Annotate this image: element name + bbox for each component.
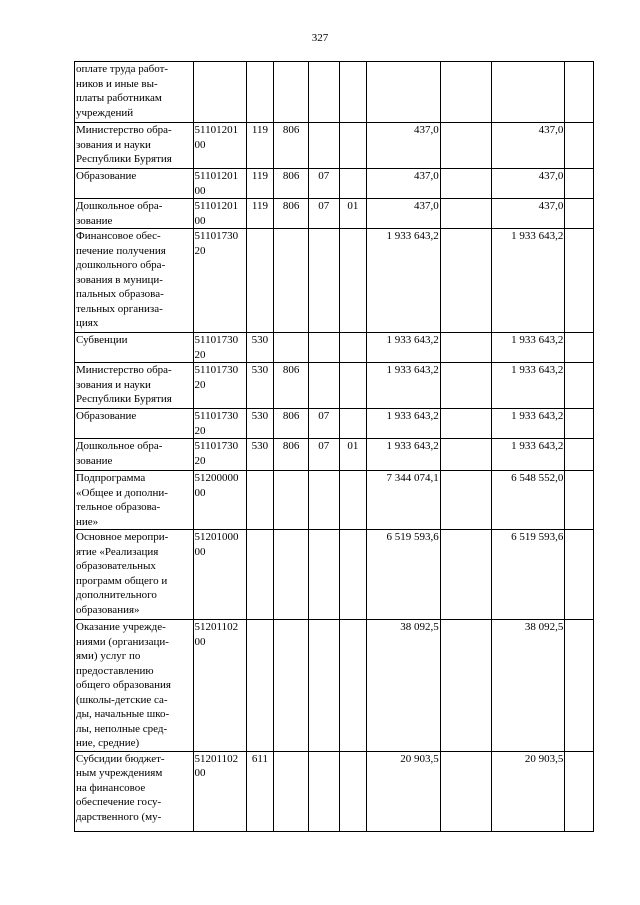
- cell-amount-2: [491, 62, 565, 123]
- cell-amount-1-text: 1 933 643,2: [386, 364, 439, 376]
- cell-admin-code: [274, 530, 309, 620]
- cell-name: [75, 62, 194, 123]
- cell-admin-code-text: 806: [282, 170, 300, 182]
- cell-empty: [565, 409, 594, 439]
- cell-target-code-text: 51101730 20: [194, 334, 239, 361]
- cell-name-text: Оказание учрежде- ниями (организаци- ями) услуг по предоставлению общего образования (школы-детские са- ды, начальные шко- лы, неполные сред- ние, средние): [76, 621, 171, 749]
- cell-amount-2: [491, 169, 565, 199]
- cell-name-text: Подпрограмма «Общее и дополни- тельное образова- ние»: [76, 472, 168, 528]
- cell-amount-1-text: 20 903,5: [400, 752, 439, 765]
- cell-section: [308, 169, 339, 199]
- cell-empty: [440, 471, 491, 530]
- cell-admin-code: [274, 169, 309, 199]
- cell-name: [75, 620, 194, 752]
- table-row: [75, 530, 594, 620]
- cell-empty: [440, 363, 491, 409]
- cell-target-code-text: 51201102 00: [194, 621, 239, 648]
- cell-name-text: Дошкольное обра- зование: [76, 200, 163, 227]
- cell-amount-2: [491, 333, 565, 363]
- cell-empty: [565, 751, 594, 831]
- cell-amount-1-text: 1 933 643,2: [386, 440, 439, 452]
- cell-amount-2-text: 1 933 643,2: [511, 440, 564, 452]
- cell-target-code-text: 51101201 00: [194, 200, 239, 227]
- cell-target-code: [193, 751, 246, 831]
- cell-empty: [565, 333, 594, 363]
- cell-section-text: 07: [318, 200, 330, 212]
- cell-target-code-text: 51101730 20: [194, 410, 239, 437]
- cell-admin-code: [274, 199, 309, 229]
- cell-subsection: [339, 363, 367, 409]
- cell-target-code: [193, 169, 246, 199]
- cell-amount-1: [367, 199, 441, 229]
- page-number: 327: [311, 32, 329, 44]
- cell-expense-type: [246, 471, 274, 530]
- cell-target-code: [193, 471, 246, 530]
- cell-empty: [440, 199, 491, 229]
- cell-subsection-text: 01: [347, 440, 359, 452]
- cell-section: [308, 363, 339, 409]
- cell-admin-code: [274, 123, 309, 169]
- cell-name-text: Министерство обра- зования и науки Республики Бурятия: [76, 124, 172, 165]
- cell-amount-2-text: 1 933 643,2: [511, 364, 564, 376]
- cell-expense-type: [246, 363, 274, 409]
- cell-amount-1: [367, 333, 441, 363]
- cell-target-code-text: 51101730 20: [194, 440, 239, 467]
- cell-subsection: [339, 751, 367, 831]
- cell-admin-code: [274, 333, 309, 363]
- cell-name-text: Субвенции: [76, 334, 128, 346]
- cell-empty: [440, 409, 491, 439]
- cell-empty: [440, 123, 491, 169]
- cell-subsection: [339, 333, 367, 363]
- cell-amount-2-text: 1 933 643,2: [511, 410, 564, 422]
- cell-amount-1-text: 1 933 643,2: [386, 230, 439, 242]
- cell-expense-type-text: 530: [251, 410, 269, 422]
- cell-target-code: [193, 363, 246, 409]
- cell-empty: [565, 363, 594, 409]
- cell-subsection: [339, 199, 367, 229]
- cell-subsection: [339, 409, 367, 439]
- cell-empty: [565, 439, 594, 471]
- cell-amount-2: [491, 363, 565, 409]
- cell-name: [75, 123, 194, 169]
- cell-expense-type: [246, 530, 274, 620]
- cell-empty: [565, 62, 594, 123]
- cell-amount-2-text: 6 548 552,0: [511, 472, 564, 484]
- table-row: [75, 199, 594, 229]
- cell-name: [75, 751, 194, 831]
- cell-amount-2-text: 20 903,5: [524, 752, 564, 765]
- cell-name: [75, 439, 194, 471]
- cell-target-code: [193, 409, 246, 439]
- table-row: [75, 62, 594, 123]
- cell-expense-type: [246, 620, 274, 752]
- cell-admin-code-text: 806: [282, 364, 300, 376]
- cell-amount-2-text: 437,0: [538, 200, 564, 212]
- cell-expense-type-text: 119: [251, 170, 268, 182]
- cell-name-text: Образование: [76, 170, 137, 182]
- cell-section: [308, 751, 339, 831]
- cell-admin-code: [274, 471, 309, 530]
- cell-empty: [565, 620, 594, 752]
- cell-target-code: [193, 620, 246, 752]
- cell-section: [308, 530, 339, 620]
- cell-section-text: 07: [318, 410, 330, 422]
- cell-section: [308, 409, 339, 439]
- cell-name-text: Основное меропри- ятие «Реализация образовательных программ общего и дополнительного образования»: [76, 531, 169, 616]
- cell-empty: [565, 471, 594, 530]
- cell-empty: [565, 199, 594, 229]
- cell-name-text: Субсидии бюджет- ным учреждениям на финансовое обеспечение госу- дарственного (му-: [76, 752, 165, 823]
- cell-section-text: 07: [318, 170, 330, 182]
- cell-target-code-text: 51201102 00: [194, 752, 239, 779]
- cell-target-code: [193, 123, 246, 169]
- cell-amount-2: [491, 620, 565, 752]
- cell-empty: [565, 123, 594, 169]
- table-row: [75, 229, 594, 333]
- cell-amount-1: [367, 409, 441, 439]
- cell-expense-type-text: 119: [251, 124, 268, 136]
- table-row: [75, 333, 594, 363]
- table-row: [75, 439, 594, 471]
- cell-amount-1-text: 1 933 643,2: [386, 334, 439, 346]
- cell-amount-2: [491, 199, 565, 229]
- cell-admin-code-text: 806: [282, 124, 300, 136]
- cell-amount-1: [367, 620, 441, 752]
- cell-section: [308, 123, 339, 169]
- cell-subsection: [339, 169, 367, 199]
- cell-empty: [565, 169, 594, 199]
- table-row: [75, 620, 594, 752]
- cell-name: [75, 229, 194, 333]
- cell-admin-code: [274, 439, 309, 471]
- cell-name: [75, 409, 194, 439]
- cell-subsection-text: 01: [347, 200, 359, 212]
- cell-section: [308, 229, 339, 333]
- cell-expense-type-text: 119: [251, 200, 268, 212]
- cell-admin-code: [274, 751, 309, 831]
- cell-empty: [440, 751, 491, 831]
- cell-name-text: Дошкольное обра- зование: [76, 440, 163, 467]
- cell-name: [75, 333, 194, 363]
- table-row: [75, 409, 594, 439]
- cell-amount-2: [491, 439, 565, 471]
- cell-amount-1: [367, 751, 441, 831]
- table-row: [75, 363, 594, 409]
- cell-target-code: [193, 199, 246, 229]
- cell-name-text: оплате труда работ- ников и иные вы- платы работникам учреждений: [76, 63, 169, 119]
- cell-section: [308, 62, 339, 123]
- cell-name: [75, 199, 194, 229]
- cell-amount-1: [367, 530, 441, 620]
- cell-empty: [440, 530, 491, 620]
- cell-amount-1: [367, 363, 441, 409]
- cell-admin-code: [274, 363, 309, 409]
- cell-name: [75, 169, 194, 199]
- cell-admin-code-text: 806: [282, 440, 300, 452]
- cell-name: [75, 471, 194, 530]
- cell-amount-1-text: 38 092,5: [400, 621, 439, 633]
- cell-target-code: [193, 62, 246, 123]
- cell-target-code: [193, 333, 246, 363]
- cell-amount-1-text: 6 519 593,6: [386, 531, 439, 543]
- cell-section-text: 07: [318, 440, 330, 452]
- cell-amount-1-text: 437,0: [413, 200, 439, 212]
- cell-empty: [440, 620, 491, 752]
- cell-subsection: [339, 62, 367, 123]
- cell-section: [308, 199, 339, 229]
- budget-table: [74, 61, 594, 832]
- cell-expense-type: [246, 751, 274, 831]
- cell-amount-1: [367, 229, 441, 333]
- cell-expense-type: [246, 123, 274, 169]
- table-row: [75, 471, 594, 530]
- cell-admin-code: [274, 409, 309, 439]
- cell-expense-type: [246, 229, 274, 333]
- cell-amount-2-text: 38 092,5: [524, 621, 564, 633]
- cell-subsection: [339, 439, 367, 471]
- cell-target-code-text: 51101201 00: [194, 170, 239, 197]
- cell-admin-code-text: 806: [282, 410, 300, 422]
- cell-empty: [440, 333, 491, 363]
- cell-target-code-text: 51101730 20: [194, 364, 239, 391]
- cell-target-code-text: 51201000 00: [194, 531, 239, 558]
- cell-amount-2: [491, 471, 565, 530]
- table-row: [75, 169, 594, 199]
- cell-subsection: [339, 123, 367, 169]
- cell-target-code-text: 51101730 20: [194, 230, 239, 257]
- cell-admin-code: [274, 62, 309, 123]
- cell-amount-1-text: 1 933 643,2: [386, 410, 439, 422]
- cell-empty: [565, 229, 594, 333]
- cell-subsection: [339, 620, 367, 752]
- cell-amount-2-text: 437,0: [538, 170, 564, 182]
- cell-amount-1: [367, 62, 441, 123]
- cell-section: [308, 471, 339, 530]
- cell-amount-1-text: 437,0: [413, 170, 439, 182]
- cell-expense-type-text: 530: [251, 440, 269, 452]
- cell-name-text: Образование: [76, 410, 137, 422]
- cell-target-code-text: 51200000 00: [194, 472, 239, 499]
- cell-amount-2: [491, 229, 565, 333]
- cell-amount-2-text: 437,0: [538, 124, 564, 136]
- cell-name-text: Финансовое обес- печение получения дошкольного обра- зования в муници- пальных образова- тельных организа- циях: [76, 230, 166, 329]
- cell-name-text: Министерство обра- зования и науки Республики Бурятия: [76, 364, 172, 405]
- cell-name: [75, 363, 194, 409]
- cell-target-code-text: 51101201 00: [194, 124, 239, 151]
- cell-empty: [440, 229, 491, 333]
- cell-section: [308, 333, 339, 363]
- cell-amount-1-text: 7 344 074,1: [386, 472, 439, 484]
- cell-section: [308, 620, 339, 752]
- cell-amount-1: [367, 439, 441, 471]
- cell-amount-1-text: 437,0: [413, 124, 439, 136]
- cell-amount-2-text: 1 933 643,2: [511, 334, 564, 346]
- cell-expense-type: [246, 333, 274, 363]
- cell-expense-type-text: 530: [251, 334, 269, 346]
- cell-amount-2-text: 1 933 643,2: [511, 230, 564, 242]
- cell-amount-2: [491, 530, 565, 620]
- cell-expense-type-text: 611: [251, 752, 268, 765]
- cell-amount-1: [367, 123, 441, 169]
- cell-expense-type: [246, 169, 274, 199]
- cell-expense-type: [246, 62, 274, 123]
- cell-expense-type: [246, 409, 274, 439]
- cell-subsection: [339, 530, 367, 620]
- cell-admin-code: [274, 229, 309, 333]
- cell-admin-code-text: 806: [282, 200, 300, 212]
- cell-amount-2-text: 6 519 593,6: [511, 531, 564, 543]
- cell-section: [308, 439, 339, 471]
- cell-subsection: [339, 229, 367, 333]
- cell-target-code: [193, 439, 246, 471]
- cell-empty: [565, 530, 594, 620]
- cell-amount-1: [367, 471, 441, 530]
- table-row: [75, 123, 594, 169]
- cell-empty: [440, 439, 491, 471]
- cell-amount-2: [491, 123, 565, 169]
- table-row: [75, 751, 594, 831]
- cell-amount-1: [367, 169, 441, 199]
- cell-empty: [440, 62, 491, 123]
- cell-expense-type: [246, 439, 274, 471]
- cell-expense-type-text: 530: [251, 364, 269, 376]
- cell-admin-code: [274, 620, 309, 752]
- cell-name: [75, 530, 194, 620]
- cell-amount-2: [491, 409, 565, 439]
- cell-target-code: [193, 530, 246, 620]
- cell-target-code: [193, 229, 246, 333]
- cell-amount-2: [491, 751, 565, 831]
- cell-expense-type: [246, 199, 274, 229]
- cell-subsection: [339, 471, 367, 530]
- cell-empty: [440, 169, 491, 199]
